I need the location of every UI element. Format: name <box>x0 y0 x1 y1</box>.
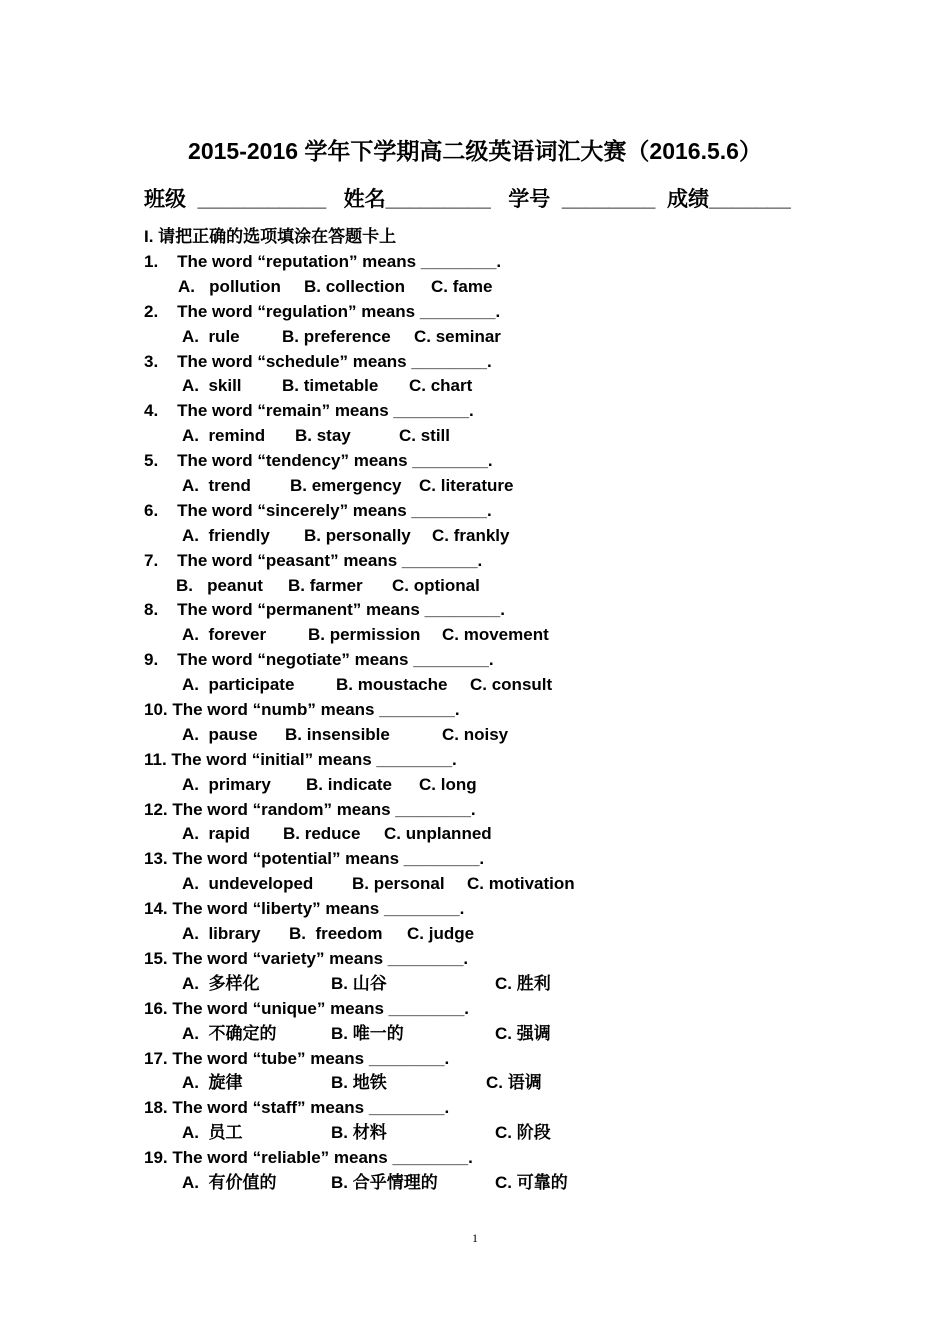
option-row <box>144 822 844 847</box>
option-c: C. optional <box>392 575 480 595</box>
question-stem: 11. The word “initial” means ________. <box>144 749 457 769</box>
option-b: B. insensible <box>285 724 390 744</box>
option-c: C. consult <box>470 675 553 695</box>
option-b: B. personal <box>352 874 445 894</box>
option-b: B. emergency <box>290 476 402 496</box>
option-row <box>144 1022 844 1047</box>
option-a: A. friendly <box>182 525 270 545</box>
question-stem: 5. The word “tendency” means ________. <box>144 451 493 471</box>
option-b: B. timetable <box>282 376 379 396</box>
section-instruction: I. 请把正确的选项填涂在答题卡上 <box>144 227 397 246</box>
option-a: A. remind <box>182 426 266 446</box>
option-c: C. unplanned <box>384 824 492 844</box>
option-b: B. 唯一的 <box>331 1023 404 1043</box>
question-stem: 8. The word “permanent” means ________. <box>144 600 505 620</box>
option-row <box>144 1171 844 1196</box>
option-b: B. stay <box>295 426 351 446</box>
option-row <box>144 275 844 300</box>
question-list <box>144 250 844 1196</box>
option-c: C. literature <box>419 476 514 496</box>
question-stem: 6. The word “sincerely” means ________. <box>144 500 492 520</box>
option-b: B. 合乎情理的 <box>331 1172 438 1192</box>
page-title: 2015-2016 学年下学期高二级英语词汇大赛（2016.5.6） <box>188 138 762 164</box>
question-stem: 2. The word “regulation” means ________. <box>144 301 501 321</box>
option-c: C. 语调 <box>486 1073 542 1093</box>
page-number: 1 <box>472 1231 478 1245</box>
option-c: C. fame <box>431 276 493 296</box>
question-stem: 10. The word “numb” means ________. <box>144 700 460 720</box>
question-stem: 13. The word “potential” means ________. <box>144 849 485 869</box>
question-stem: 15. The word “variety” means ________. <box>144 948 469 968</box>
option-c: C. frankly <box>432 525 510 545</box>
option-b: B. 山谷 <box>331 973 387 993</box>
question-stem: 14. The word “liberty” means ________. <box>144 899 465 919</box>
option-b: B. 地铁 <box>331 1073 387 1093</box>
option-a: A. participate <box>182 675 295 695</box>
option-c: C. noisy <box>442 724 509 744</box>
option-b: B. collection <box>304 276 406 296</box>
option-row <box>144 673 844 698</box>
option-b: B. freedom <box>289 924 383 944</box>
question-stem: 16. The word “unique” means ________. <box>144 998 470 1018</box>
option-a: A. rule <box>182 326 240 346</box>
option-row <box>144 424 844 449</box>
option-b: B. reduce <box>283 824 361 844</box>
option-row <box>144 922 844 947</box>
option-row <box>144 773 844 798</box>
option-c: C. movement <box>442 625 549 645</box>
option-a: A. trend <box>182 476 251 496</box>
option-b: B. indicate <box>306 774 392 794</box>
option-b: B. preference <box>282 326 391 346</box>
option-row <box>144 474 844 499</box>
option-c: C. still <box>399 426 451 446</box>
option-row <box>144 723 844 748</box>
option-row <box>144 1121 844 1146</box>
option-b: B. moustache <box>336 675 448 695</box>
option-a: A. 不确定的 <box>182 1023 277 1043</box>
option-row <box>144 374 844 399</box>
question-stem: 1. The word “reputation” means ________. <box>144 252 502 271</box>
question-stem: 9. The word “negotiate” means ________. <box>144 650 494 670</box>
option-row <box>144 972 844 997</box>
option-row <box>144 872 844 897</box>
option-c: C. long <box>419 774 477 794</box>
option-c: C. 阶段 <box>495 1123 551 1143</box>
option-c: C. chart <box>409 376 473 396</box>
option-a: A. skill <box>182 376 242 396</box>
option-b: B. 材料 <box>331 1123 387 1143</box>
question-stem: 19. The word “reliable” means ________. <box>144 1148 473 1168</box>
option-a: A. 员工 <box>182 1123 243 1143</box>
option-row <box>144 623 844 648</box>
option-c: C. motivation <box>467 874 575 894</box>
question-stem: 18. The word “staff” means ________. <box>144 1098 450 1118</box>
option-a: A. rapid <box>182 824 251 844</box>
option-a: B. peanut <box>176 575 263 595</box>
option-row <box>144 574 844 599</box>
option-b: B. personally <box>304 525 411 545</box>
option-c: C. 强调 <box>495 1023 551 1043</box>
option-c: C. 可靠的 <box>495 1172 568 1192</box>
option-a: A. 旋律 <box>182 1073 243 1093</box>
option-a: A. forever <box>182 625 267 645</box>
question-stem: 4. The word “remain” means ________. <box>144 401 474 421</box>
option-a: A. 多样化 <box>182 973 260 993</box>
option-a: A. primary <box>182 774 271 794</box>
question-stem: 12. The word “random” means ________. <box>144 799 476 819</box>
option-a: A. library <box>182 924 261 944</box>
option-a: A. undeveloped <box>182 874 314 894</box>
question-stem: 17. The word “tube” means ________. <box>144 1048 450 1068</box>
option-row <box>144 524 844 549</box>
option-row <box>144 325 844 350</box>
option-b: B. permission <box>308 625 421 645</box>
option-a: A. 有价值的 <box>182 1172 277 1192</box>
question-stem: 3. The word “schedule” means ________. <box>144 351 492 371</box>
student-info-fields: 班级 ___________ 姓名_________ 学号 ________ 成绩_______ <box>144 188 791 211</box>
question-stem: 7. The word “peasant” means ________. <box>144 550 483 570</box>
option-c: C. judge <box>407 924 475 944</box>
option-a: A. pollution <box>178 276 281 296</box>
option-row <box>144 1071 844 1096</box>
option-b: B. farmer <box>288 575 363 595</box>
option-c: C. 胜利 <box>495 973 551 993</box>
option-a: A. pause <box>182 724 258 744</box>
option-c: C. seminar <box>414 326 501 346</box>
